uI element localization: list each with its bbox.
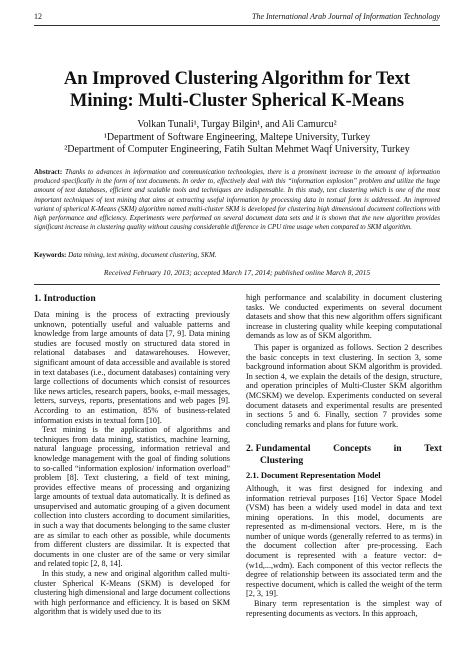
- page-number: 12: [34, 12, 42, 21]
- intro-paragraph-3: In this study, a new and original algorithm called multi-cluster Spherical K-Means (SKM) is developed for clustering high dimensional and large document collections with high performance and efficiency. It is based on SKM algorithm that is widely used due to its: [34, 569, 230, 617]
- received-dates: Received February 10, 2013; accepted March 17, 2014; published online March 8, 2015: [103, 268, 371, 277]
- author-names: Volkan Tunali¹, Turgay Bilgin¹, and Ali Camurcu²: [137, 119, 337, 130]
- paper-title: [34, 68, 440, 112]
- section2-paragraph-1: Although, it was first designed for indexing and information retrieval purposes [16] Vector Space Model (VSM) has been a widely used model in data and text mining operations. In this model, documents are represented as m-dimensional vectors. Here, m is the number of unique words (generally referred to as terms) in the document collection after pre-processing. Each document is represented with a feature vector: d=(w1d,...,wdm). Each component of this vector reflects the degree of relationship between its associated term and the respective document, which is called the weight of the term [2, 3, 19].: [246, 483, 442, 599]
- section2-heading-part1: 2. Fundamental: [246, 443, 311, 455]
- intro-paragraph-2: Text mining is the application of algorithms and techniques from data mining, statistics, machine learning, natural language processing, information retrieval and knowledge management with the goal of finding solutions to so-called “information explosion/ information overload” problem [8]. Text clustering, a field of text mining, provides effective means of processing and organizing large amounts of textual data automatically. It is defined as unsupervised and automatic grouping of a given document collection into clusters according to document similarities, in such a way that documents belonging to the same cluster are as similar to each other as possible, while documents from different clusters are dissimilar. It is expected that documents in one cluster are of the same or very similar and related topic [2, 8, 14].: [34, 425, 230, 569]
- paper-title-line2: Mining: Multi-Cluster Spherical K-Means: [69, 91, 405, 111]
- affiliation-1: ¹Department of Software Engineering, Maltepe University, Turkey: [103, 131, 371, 143]
- abstract-divider: [34, 284, 440, 285]
- keywords-text: Data mining, text mining, document clustering, SKM.: [68, 251, 217, 259]
- section2-heading-part2: Concepts: [333, 443, 371, 455]
- section2-heading-line2: Clustering: [260, 455, 304, 467]
- intro-heading: 1. Introduction: [34, 293, 96, 304]
- section2-paragraph-2: Binary term representation is the simplest way of representing documents as vectors. In this approach,: [246, 599, 442, 618]
- abstract-label: Abstract:: [34, 168, 63, 176]
- header-divider: [34, 25, 440, 26]
- author-block: [34, 119, 440, 157]
- intro-paragraph-1: Data mining is the process of extracting previously unknown, potentially useful and valuable patterns and knowledge from large amounts of data [7, 9]. Data mining studies are focused mostly on structured data stored in relational databases and datawarehouses. However, significant amount of data accessible and available is stored in text databases (i.e., document databases) containing very large collections of documents which consist of resources like news articles, research papers, books, e-mail messages, letters, surveys, reports, presentations and web pages [9]. According to an estimation, 85% of business-related information exists in textual form [10].: [34, 310, 230, 425]
- abstract-text: Thanks to advances in information and communication technologies, there is a prominent increase in the amount of information produced specifically in the form of text documents. In order to, effectively deal with this “information explosion” problem and utilize the huge amount of text databases, efficient and scalable tools and techniques are indispensable. In this study, text clustering which is one of the most important techniques of text mining that aims at extracting useful information by processing data in textual form is addressed. An improved variant of spherical K-Means (SKM) algorithm named multi-cluster SKM is developed for clustering high dimensional document collections with high performance and efficiency. Experiments were performed on several document data sets and it is shown that the new algorithm provides significant increase in clustering quality without causing considerable difference in CPU time usage when compared to SKM algorithm.: [34, 168, 440, 232]
- section2-heading-part3: in: [393, 443, 402, 455]
- right-column: [246, 293, 442, 618]
- affiliation-2: ²Department of Computer Engineering, Fatih Sultan Mehmet Waqf University, Turkey: [64, 144, 410, 155]
- section2-heading: [246, 443, 442, 467]
- section2-heading-part4: Text: [424, 443, 442, 455]
- keywords: [34, 251, 440, 260]
- intro-paragraph-4: This paper is organized as follows. Section 2 describes the basic concepts in text clustering. In section 3, some background information about SKM algorithm is provided. In section 4, we explain the details of the design, structure, and operation principles of Multi-Cluster SKM algorithm (MCSKM) we develop. Experiments conducted on several document datasets and experimental results are presented in sections 5 and 6. Finally, section 7 provides some concluding remarks and plans for future work.: [246, 342, 442, 429]
- journal-name: The International Arab Journal of Information Technology: [252, 12, 440, 21]
- abstract: [34, 168, 440, 232]
- left-column: [34, 293, 230, 617]
- intro-paragraph-3-continued: high performance and scalability in document clustering tasks. We conducted experiments on several document datasets and show that this new algorithm offers significant increase in clustering quality while keeping computational demands as low as of SKM algorithm.: [246, 293, 442, 341]
- running-header: [34, 12, 440, 24]
- keywords-label: Keywords:: [34, 251, 67, 259]
- subsection-2-1-heading: 2.1. Document Representation Model: [246, 470, 381, 481]
- paper-title-line1: An Improved Clustering Algorithm for Text: [63, 69, 411, 89]
